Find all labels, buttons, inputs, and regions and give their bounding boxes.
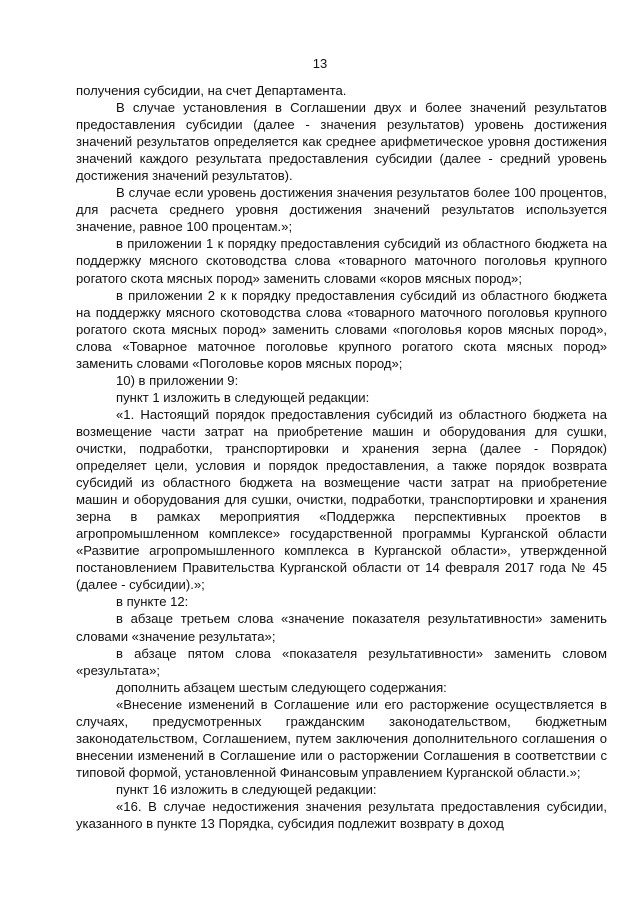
document-body — [76, 82, 607, 832]
paragraph: в приложении 1 к порядку предоставления субсидий из областного бюджета на поддержку мясного скотоводства слова «товарного маточного поголовья крупного рогатого скота мясных пород» заменить словами «коров мясных пород»; — [76, 236, 607, 286]
page-number: 13 — [312, 56, 328, 71]
paragraph: «1. Настоящий порядок предоставления субсидий из областного бюджета на возмещение части затрат на приобретение машин и оборудования для сушки, очистки, подработки, транспортировки и хранения зерна (далее - Порядок) определяет цели, условия и порядок предоставления, а также порядок возврата субсидий из областного бюджета на возмещение части затрат на приобретение машин и оборудования для сушки, очистки, подработки, транспортировки и хранения зерна в рамках мероприятия «Поддержка перспективных проектов в агропромышленном комплексе» государственной программы Курганской области «Развитие агропромышленного комплекса в Курганской области», утвержденной постановлением Правительства Курганской области от 14 февраля 2017 года № 45 (далее - субсидии).»; — [76, 406, 607, 593]
paragraph: дополнить абзацем шестым следующего содержания: — [116, 679, 447, 695]
paragraph: В случае установления в Соглашении двух и более значений результатов предоставления субсидии (далее - значения результатов) уровень достижения значений результатов определяется как среднее арифметическое уровня достижения значений каждого результата предоставления субсидии (далее - средний уровень достижения значений результатов). — [76, 100, 607, 184]
paragraph: «16. В случае недостижения значения результата предоставления субсидии, указанного в пункте 13 Порядка, субсидия подлежит возврату в доход — [76, 798, 607, 832]
paragraph: В случае если уровень достижения значения результатов более 100 процентов, для расчета среднего уровня достижения значений результатов используется значение, равное 100 процентам.»; — [76, 185, 607, 235]
paragraph: в абзаце пятом слова «показателя результативности» заменить словом «результата»; — [76, 645, 607, 678]
paragraph: «Внесение изменений в Соглашение или его расторжение осуществляется в случаях, предусмотренных гражданским законодательством, бюджетным законодательством, Соглашением, путем заключения дополнительного соглашения о внесении изменений в Соглашение или о расторжении Соглашения в соответствии с типовой формой, установленной Финансовым управлением Курганской области.»; — [76, 696, 607, 780]
paragraph: пункт 16 изложить в следующей редакции: — [116, 781, 377, 797]
paragraph: 10) в приложении 9: — [116, 372, 239, 388]
paragraph: пункт 1 изложить в следующей редакции: — [116, 389, 370, 405]
paragraph: получения субсидии, на счет Департамента. — [76, 83, 347, 98]
paragraph: в абзаце третьем слова «значение показателя результативности» заменить словами «значение результата»; — [76, 611, 607, 644]
paragraph: в приложении 2 к к порядку предоставления субсидий из областного бюджета на поддержку мясного скотоводства слова «товарного маточного поголовья крупного рогатого скота мясных пород» заменить словами «поголовья коров мясных пород», слова «Товарное маточное поголовье крупного рогатого скота мясных пород» заменить словами «Поголовье коров мясных пород»; — [76, 287, 607, 371]
paragraph: в пункте 12: — [116, 594, 189, 610]
